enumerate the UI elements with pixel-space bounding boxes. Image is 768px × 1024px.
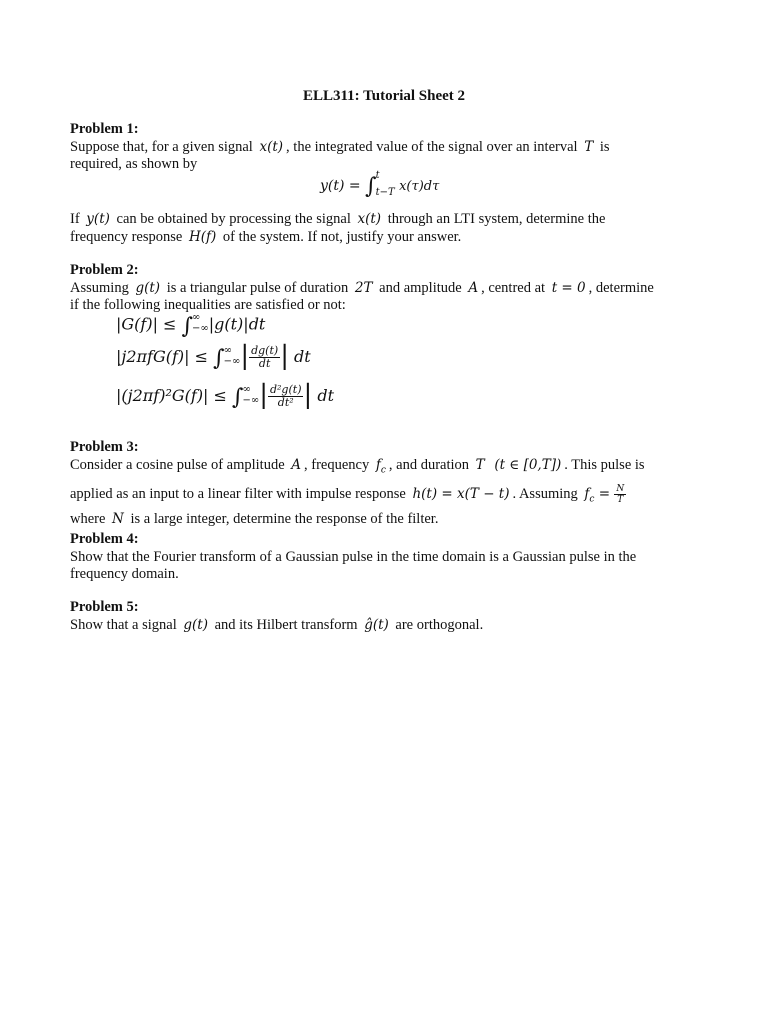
problem-4 xyxy=(70,531,695,584)
math-h-t: h(t) = x(T − t) xyxy=(412,485,510,502)
math-2T: 2T xyxy=(354,279,373,296)
problem-2-heading: Problem 2: xyxy=(70,262,139,278)
math-fc: $f_c$ xyxy=(375,456,386,476)
problem-3-heading: Problem 3: xyxy=(70,439,139,455)
math-x-t: x(t) xyxy=(259,138,284,155)
problem-3 xyxy=(70,439,695,528)
problem-1-continued xyxy=(70,211,695,246)
math-H-f: H(f) xyxy=(188,228,217,245)
math-y-t: y(t) xyxy=(86,211,110,227)
problem-4-heading: Problem 4: xyxy=(70,531,139,547)
problem-1 xyxy=(70,121,695,174)
problem-2-line-2: if the following inequalities are satisfied or not: xyxy=(70,297,346,313)
math-A: A xyxy=(468,279,479,296)
problem-1-line-2: required, as shown by xyxy=(70,156,198,172)
math-T: T xyxy=(584,138,594,155)
problem-1-line-4: frequency response H(f) of the system. If not, justify your answer. xyxy=(70,228,462,245)
math-fc-equals: $f_c$ = $\frac{N}{T}$ xyxy=(584,483,625,505)
problem-1-heading: Problem 1: xyxy=(70,121,139,137)
math-t-range: (t ∈ [0,T]) xyxy=(494,456,562,473)
problem-5-heading: Problem 5: xyxy=(70,599,139,615)
problem-2-line-1: Assuming g(t) is a triangular pulse of duration 2T and amplitude A , centred at t = 0 , determine xyxy=(70,279,654,296)
problem-1-line-3: If y(t) can be obtained by processing the signal x(t) through an LTI system, determine the xyxy=(70,211,606,227)
math-N: N xyxy=(112,510,124,527)
inequality-2: |j2πfG(f)| ≤ ∫ ∞ −∞ | $\frac{dg(t)}{dt}$ | dt xyxy=(116,341,311,371)
math-g-hat-t: ĝ(t) xyxy=(364,616,389,633)
math-t-zero: t = 0 xyxy=(551,279,586,296)
problem-3-line-2: applied as an input to a linear filter with impulse response h(t) = x(T − t) . Assuming $f_c$ = $\frac{N}{T}$ xyxy=(70,484,695,509)
inequality-3: |(j2πf)²G(f)| ≤ ∫ ∞ −∞ | $\frac{\text{d²g(t)}}{\text{dt²}}$ | dt xyxy=(116,380,335,410)
problem-4-line-1: Show that the Fourier transform of a Gaussian pulse in the time domain is a Gaussian pulse in the xyxy=(70,548,637,565)
problem-2 xyxy=(70,262,695,315)
math-x-t: x(t) xyxy=(357,211,382,227)
problem-3-line-3: where N is a large integer, determine the response of the filter. xyxy=(70,510,439,527)
problem-1-line-1: Suppose that, for a given signal x(t) , the integrated value of the signal over an interval T is xyxy=(70,138,610,155)
math-T: T xyxy=(475,456,485,473)
inequality-1: |G(f)| ≤ ∫ ∞ −∞ |g(t)|dt xyxy=(116,312,266,339)
document-title: ELL311: Tutorial Sheet 2 xyxy=(302,88,466,104)
problem-3-line-1: Consider a cosine pulse of amplitude A , frequency $f_c$ , and duration T (t ∈ [0,T]) . This pulse is xyxy=(70,456,645,476)
math-g-t: g(t) xyxy=(183,616,208,633)
math-A: A xyxy=(291,456,302,473)
integral-equation: y(t) = ∫ t t−T x(τ)dτ xyxy=(320,170,440,199)
problem-5 xyxy=(70,599,695,634)
problem-4-line-2: frequency domain. xyxy=(70,566,179,582)
problem-5-line-1: Show that a signal g(t) and its Hilbert transform ĝ(t) are orthogonal. xyxy=(70,616,484,633)
math-g-t: g(t) xyxy=(135,279,161,296)
